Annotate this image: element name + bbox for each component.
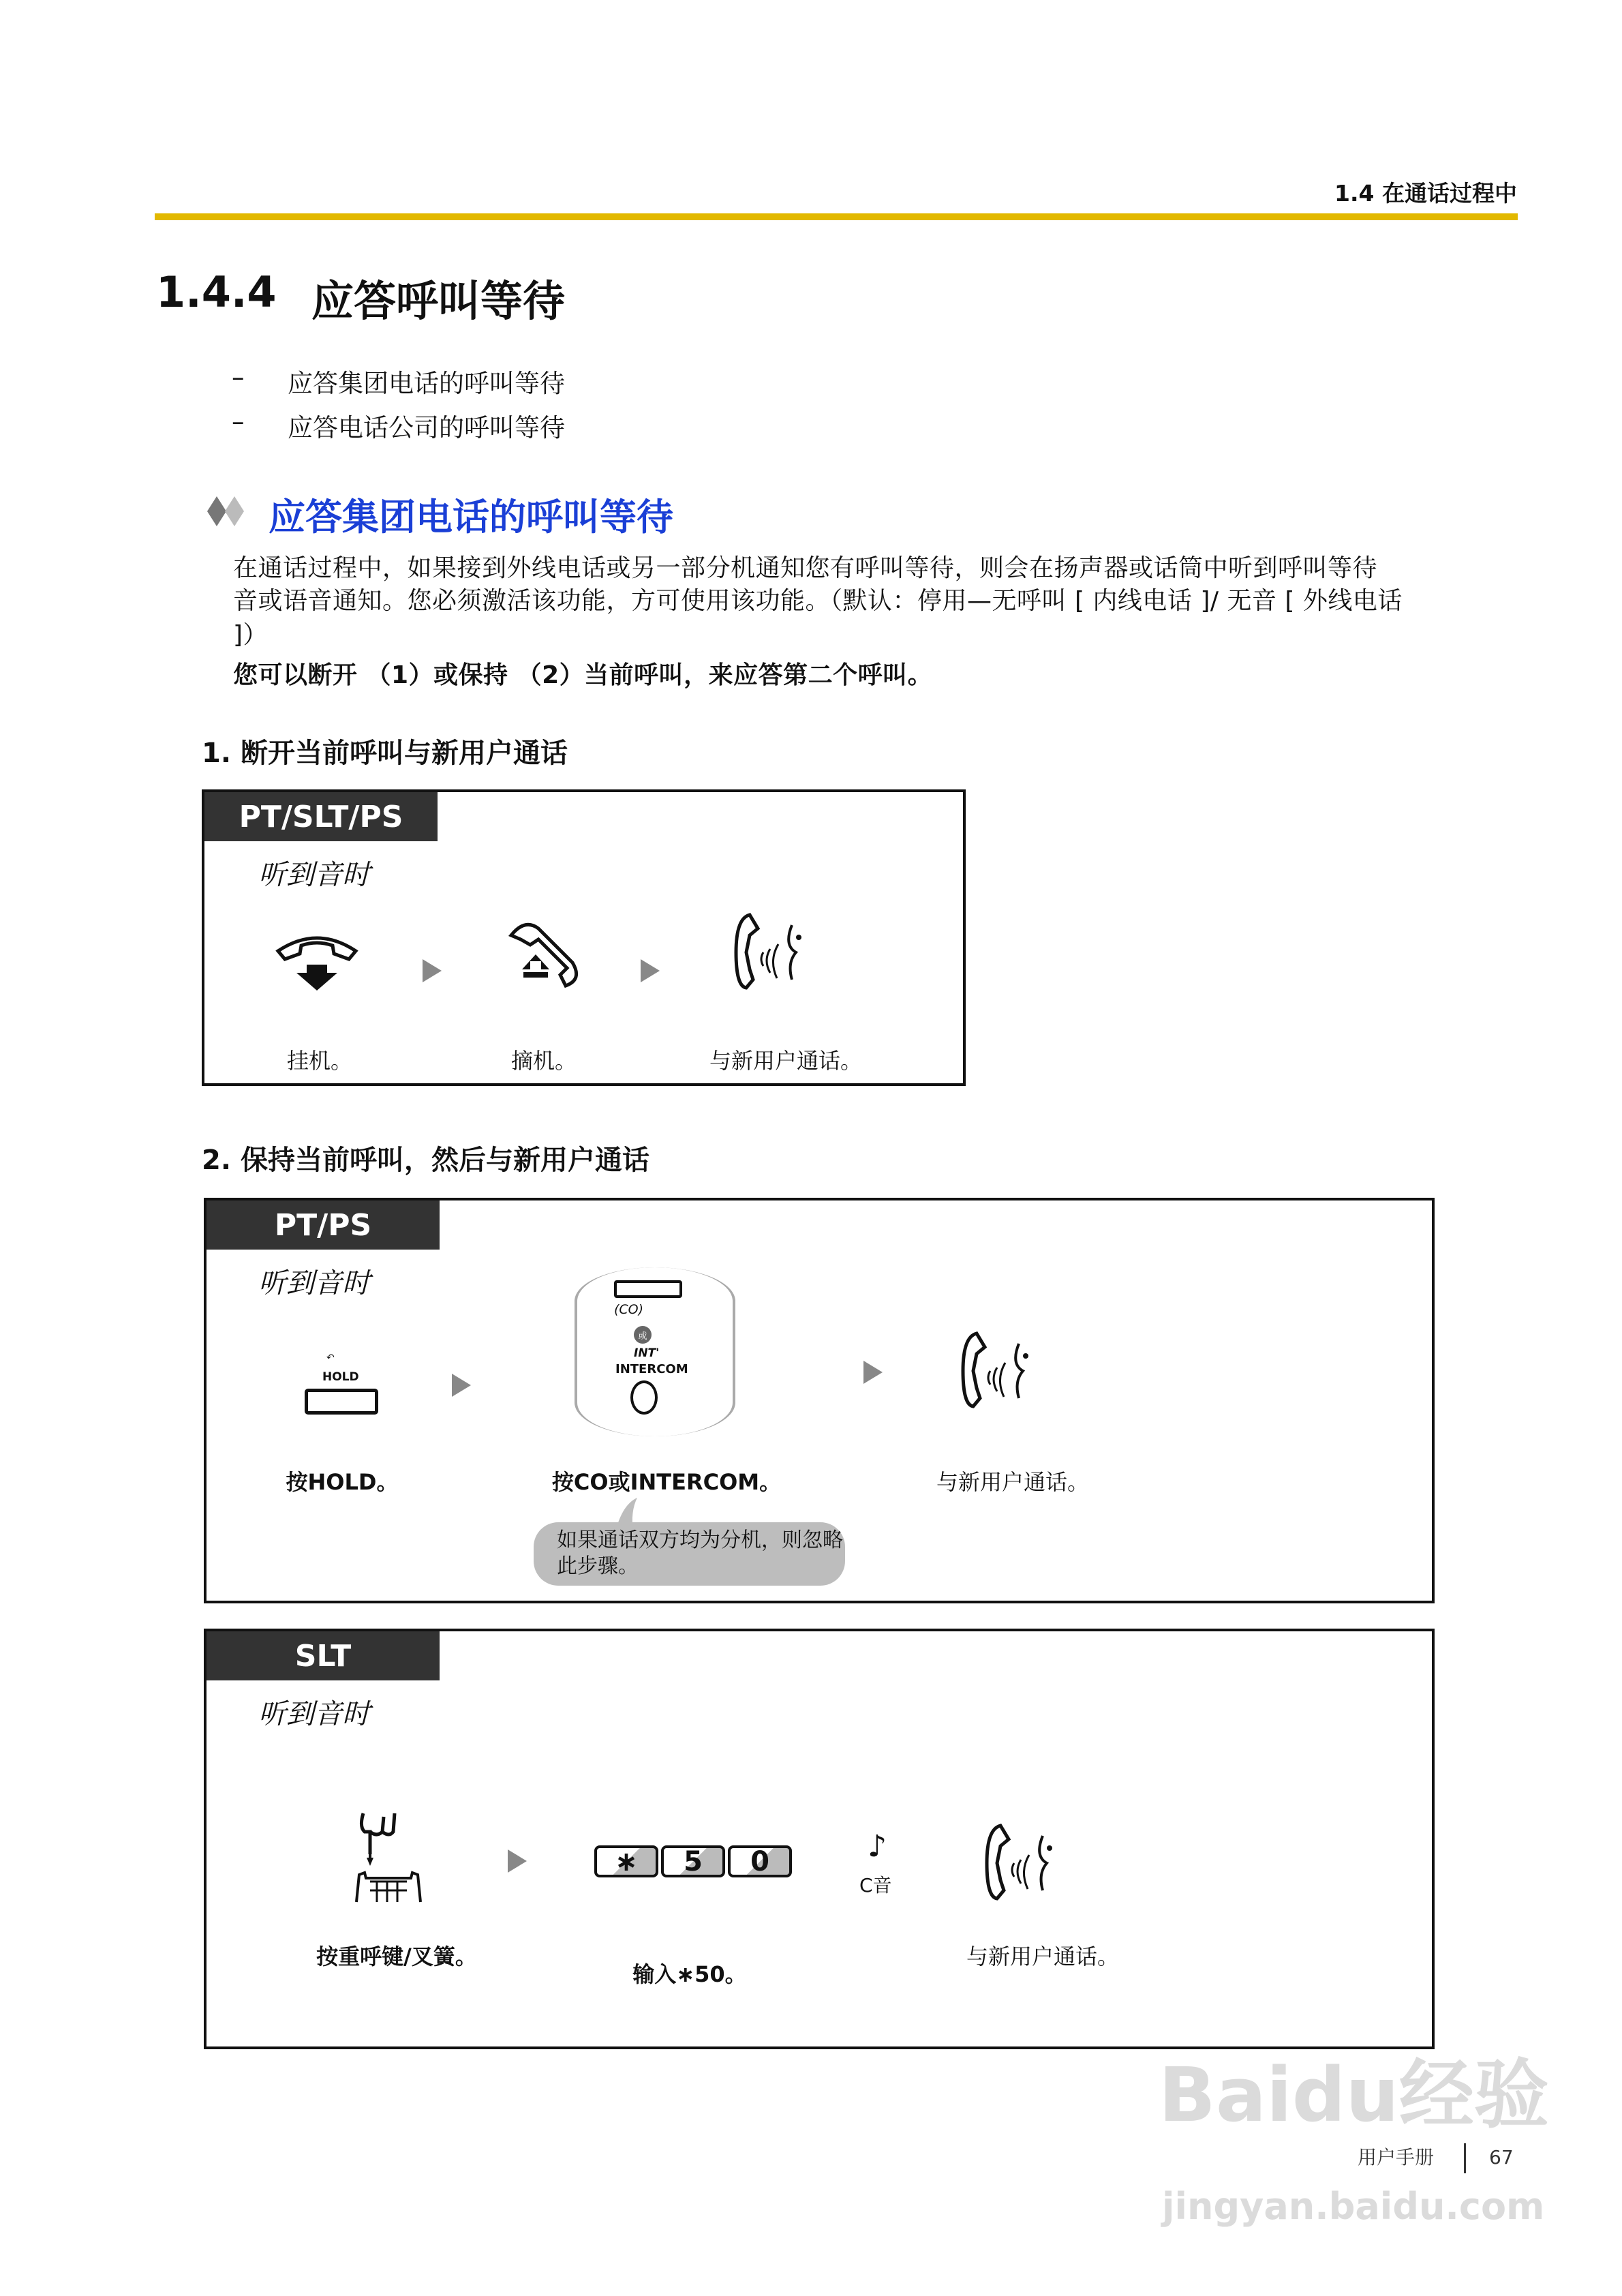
action-label: 按CO或INTERCOM。 (551, 1469, 782, 1495)
action-label: 按HOLD。 (286, 1469, 399, 1495)
section-title: 应答呼叫等待 (311, 276, 566, 326)
step2-slt-panel (204, 1629, 1435, 2049)
page-number: 67 (1489, 2146, 1514, 2169)
section-number: 1.4.4 (156, 267, 277, 317)
action-label: 输入∗50。 (632, 1961, 747, 1987)
action-label: 摘机。 (510, 1048, 577, 1074)
running-header: 1.4 在通话过程中 (1334, 180, 1517, 207)
key-star[interactable]: ∗ (594, 1845, 658, 1877)
condition-label: 听到音时 (258, 1697, 370, 1730)
step2-title: 2. 保持当前呼叫，然后与新用户通话 (202, 1145, 649, 1176)
arrow-icon (641, 959, 660, 982)
bullet-link[interactable]: 应答集团电话的呼叫等待 (288, 369, 565, 398)
footer-divider (1464, 2143, 1466, 2173)
step1-panel (202, 789, 966, 1086)
intercom-button[interactable] (630, 1380, 658, 1415)
hang-up-icon (273, 925, 361, 993)
off-hook-icon (498, 915, 586, 990)
keypad-sequence (594, 1845, 799, 1879)
hold-key-label: HOLD (322, 1370, 359, 1384)
intercom-label: INTERCOM (615, 1362, 688, 1376)
bullet-link[interactable]: 应答电话公司的呼叫等待 (288, 413, 565, 442)
watermark-brand: Baidu经验 (1159, 2051, 1549, 2139)
diamond-icon (204, 495, 259, 529)
arrow-icon (423, 959, 442, 982)
condition-label: 听到音时 (258, 1267, 370, 1299)
action-label: 与新用户通话。 (709, 1048, 863, 1074)
arrow-icon (508, 1849, 527, 1873)
music-note-icon: ♪ (868, 1829, 887, 1864)
int-label: INT' (634, 1346, 660, 1360)
paragraph-line: 音或语音通知。您必须激活该功能，方可使用该功能。（默认：停用—无呼叫 [ 内线电话 ]/ 无音 [ 外线电话 (233, 587, 1403, 615)
summary-text: 您可以断开 （1）或保持 （2）当前呼叫，来应答第二个呼叫。 (233, 661, 933, 689)
action-label: 与新用户通话。 (966, 1944, 1120, 1969)
talking-handset-icon (956, 1330, 1038, 1412)
bullet-marker: – (232, 407, 245, 436)
key-5[interactable]: 5 (661, 1845, 725, 1877)
footer-manual: 用户手册 (1358, 2146, 1435, 2169)
co-button[interactable] (614, 1280, 682, 1298)
paragraph-line: ]） (233, 621, 269, 649)
condition-label: 听到音时 (258, 858, 370, 891)
talking-handset-icon (980, 1822, 1062, 1904)
panel-tab: PT/PS (206, 1200, 440, 1250)
watermark-url: jingyan.baidu.com (1162, 2185, 1545, 2228)
action-label: 挂机。 (286, 1048, 353, 1074)
co-label: (CO) (614, 1302, 644, 1317)
hookswitch-press-icon (350, 1810, 431, 1912)
subsection-title: 应答集团电话的呼叫等待 (269, 496, 673, 539)
key-0[interactable]: 0 (728, 1845, 792, 1877)
panel-tab: SLT (206, 1631, 440, 1680)
arrow-icon (863, 1361, 883, 1384)
action-label: 与新用户通话。 (936, 1469, 1090, 1495)
tone-label: C音 (859, 1874, 892, 1897)
hold-arrow-icon: ↶ (326, 1353, 335, 1363)
paragraph-line: 在通话过程中，如果接到外线电话或另一部分机通知您有呼叫等待，则会在扬声器或话筒中听到呼叫等待 (233, 554, 1378, 582)
step1-title: 1. 断开当前呼叫与新用户通话 (202, 738, 568, 769)
or-badge: 或 (634, 1326, 652, 1344)
note-bubble: 如果通话双方均为分机，则忽略此步骤。 (534, 1522, 845, 1586)
hold-button[interactable] (305, 1389, 378, 1415)
arrow-icon (452, 1374, 471, 1397)
panel-tab: PT/SLT/PS (204, 792, 438, 841)
action-label: 按重呼键/叉簧。 (316, 1944, 477, 1969)
talking-handset-icon (729, 911, 811, 993)
header-rule (155, 213, 1518, 220)
bullet-marker: – (232, 363, 245, 392)
